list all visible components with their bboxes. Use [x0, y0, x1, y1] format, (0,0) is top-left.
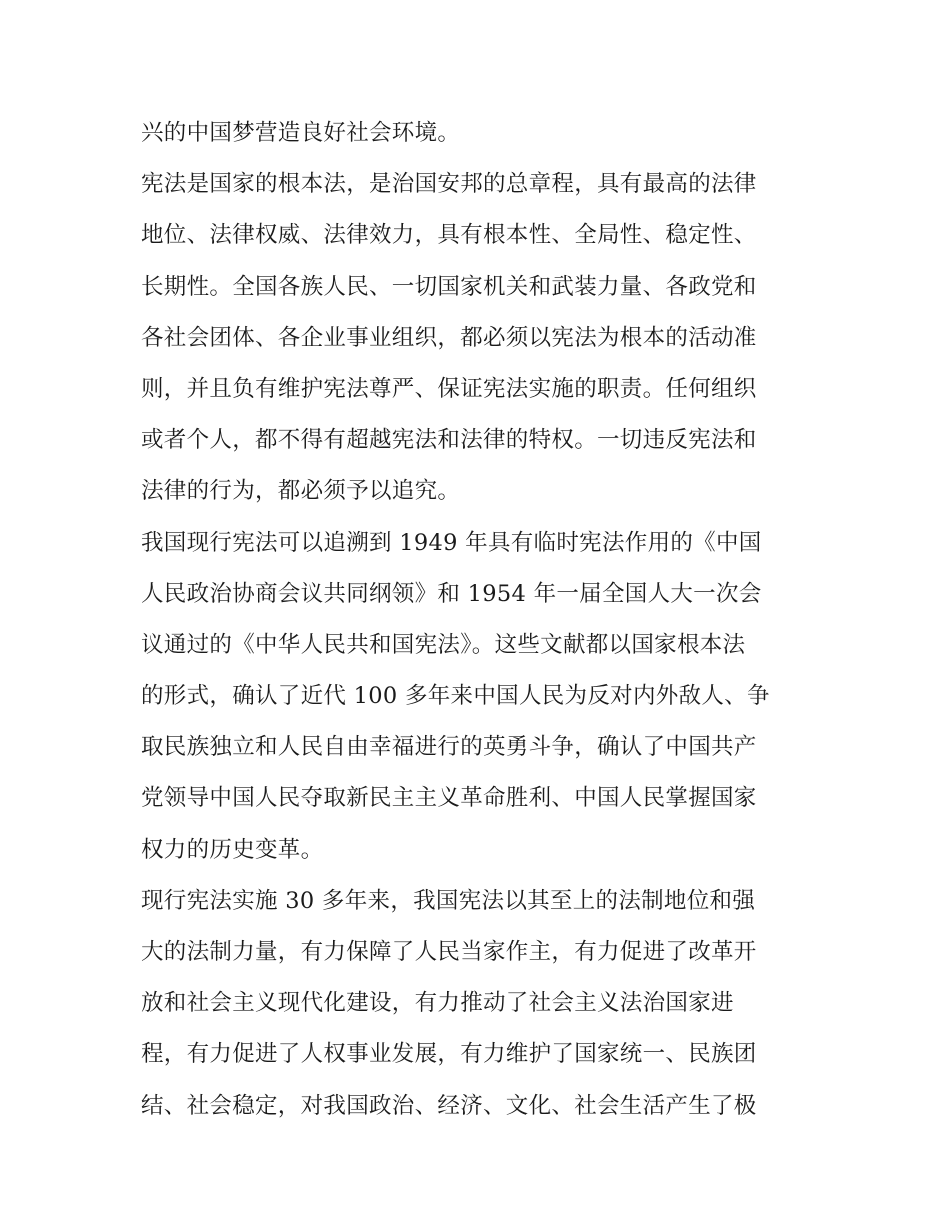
text-line: 法律的行为，都必须予以追究。 — [141, 478, 461, 505]
text-line: 大的法制力量，有力保障了人民当家作主，有力促进了改革开 — [141, 939, 757, 965]
text-line: 宪法是国家的根本法，是治国安邦的总章程，具有最高的法律 — [141, 171, 757, 198]
text-line: 结、社会稳定，对我国政治、经济、文化、社会生活产生了极 — [141, 1092, 757, 1119]
text-line: 取民族独立和人民自由幸福进行的英勇斗争，确认了中国共产 — [141, 734, 757, 761]
body-text — [141, 108, 821, 1132]
text-line: 程，有力促进了人权事业发展，有力维护了国家统一、民族团 — [141, 1041, 757, 1068]
text-line: 党领导中国人民夺取新民主主义革命胜利、中国人民掌握国家 — [141, 785, 757, 812]
text-line: 长期性。全国各族人民、一切国家机关和武装力量、各政党和 — [141, 273, 757, 300]
text-line: 各社会团体、各企业事业组织，都必须以宪法为根本的活动准 — [141, 324, 757, 351]
text-line: 的形式，确认了近代 100 多年来中国人民为反对内外敌人、争 — [141, 683, 770, 710]
text-line: 我国现行宪法可以追溯到 1949 年具有临时宪法作用的《中国 — [141, 529, 762, 556]
text-line: 则，并且负有维护宪法尊严、保证宪法实施的职责。任何组织 — [141, 375, 757, 402]
text-line: 兴的中国梦营造良好社会环境。 — [141, 120, 461, 146]
text-line: 地位、法律权威、法律效力，具有根本性、全局性、稳定性、 — [141, 222, 757, 249]
text-line: 现行宪法实施 30 多年来，我国宪法以其至上的法制地位和强 — [141, 887, 756, 914]
text-line: 人民政治协商会议共同纲领》和 1954 年一届全国人大一次会 — [141, 580, 762, 607]
text-line: 权力的历史变革。 — [141, 836, 324, 863]
text-line: 或者个人，都不得有超越宪法和法律的特权。一切违反宪法和 — [141, 427, 757, 454]
text-line: 放和社会主义现代化建设，有力推动了社会主义法治国家进 — [141, 990, 734, 1017]
text-line: 议通过的《中华人民共和国宪法》。这些文献都以国家根本法 — [141, 631, 746, 658]
